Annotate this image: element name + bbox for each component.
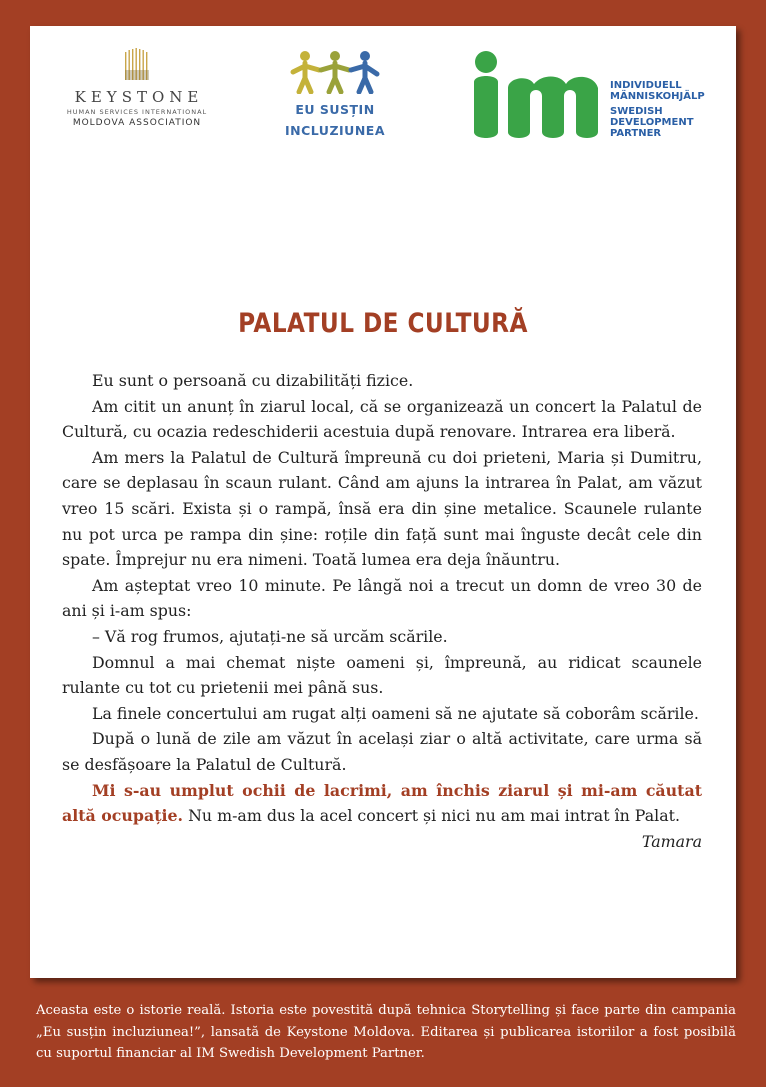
im-line1: INDIVIDUELL: [610, 80, 682, 91]
im-letters-icon: [468, 48, 608, 140]
keystone-association: MOLDOVA ASSOCIATION: [72, 118, 202, 128]
story-paragraph: La finele concertului am rugat alți oameni să ne ajutate să coborâm scările.: [92, 703, 699, 723]
story-title: PALATUL DE CULTURĂ: [238, 308, 528, 339]
keystone-logo: [66, 48, 208, 128]
im-line3: SWEDISH: [610, 106, 663, 117]
keystone-mark-icon: [122, 48, 152, 82]
story-final-rest: Nu m-am dus la acel concert și nici nu am mai intrat în Palat.: [183, 806, 680, 826]
story-paragraph: Am citit un anunț în ziarul local, că se organizează un concert la Palatul de Cultură, cu ocazia redeschiderii acestuia după renovare. Intrarea era liberă.: [62, 396, 702, 442]
eu-sustin-line2: INCLUZIUNEA: [285, 123, 385, 138]
story-paragraph: – Vă rog frumos, ajutați-ne să urcăm scările.: [92, 626, 448, 646]
im-line2: MÄNNISKOHJÄLP: [610, 91, 705, 102]
story-paragraph: După o lună de zile am văzut în același ziar o altă activitate, care urma să se desfășoare la Palatul de Cultură.: [62, 729, 702, 774]
eu-sustin-logo: [280, 48, 390, 138]
story-paragraph: Am așteptat vreo 10 minute. Pe lângă noi a trecut un domn de vreo 30 de ani și i-am spus:: [62, 575, 702, 621]
story-highlight: Mi s-au umplut ochii de lacrimi, am închis ziarul și mi-am căutat altă ocupație.: [62, 780, 702, 826]
eu-sustin-line1: EU SUSȚIN: [295, 102, 375, 117]
story-paragraph: Eu sunt o persoană cu dizabilități fizice.: [92, 371, 414, 390]
keystone-name: KEYSTONE: [74, 88, 204, 106]
footer-note: Aceasta este o istorie reală. Istoria este povestită după tehnica Storytelling și face parte din campania „Eu susțin incluziunea!”, lansată de Keystone Moldova. Editarea și publicarea istoriilor a fost posibilă cu suportul financiar al IM Swedish Development Partner.: [36, 1003, 736, 1061]
story-body: [62, 368, 702, 854]
im-logo: [468, 48, 718, 144]
im-line5: PARTNER: [610, 128, 662, 139]
story-paragraph-final: [62, 778, 702, 829]
story-paragraph: Am mers la Palatul de Cultură împreună cu doi prieteni, Maria și Dumitru, care se deplasau în scaun rulant. Când am ajuns la intrarea în Palat, am văzut vreo 15 scări. Exista și o rampă, însă era din șine metalice. Scaunele rulante nu pot urca pe rampa din șine: roțile din față sunt mai înguste decât cele din spate. Împrejur nu era nimeni. Toată lumea era deja înăuntru.: [62, 447, 702, 570]
story-paragraph: Domnul a mai chemat niște oameni și, împreună, au ridicat scaunele rulante cu tot cu prietenii mei până sus.: [62, 652, 702, 698]
story-signature: Tamara: [641, 831, 702, 851]
im-text-block: [610, 80, 730, 139]
im-line4: DEVELOPMENT: [610, 117, 694, 128]
people-holding-hands-icon: [285, 48, 385, 94]
keystone-subtitle: HUMAN SERVICES INTERNATIONAL: [66, 108, 208, 116]
logo-header: [30, 26, 736, 156]
story-card: [30, 26, 736, 978]
